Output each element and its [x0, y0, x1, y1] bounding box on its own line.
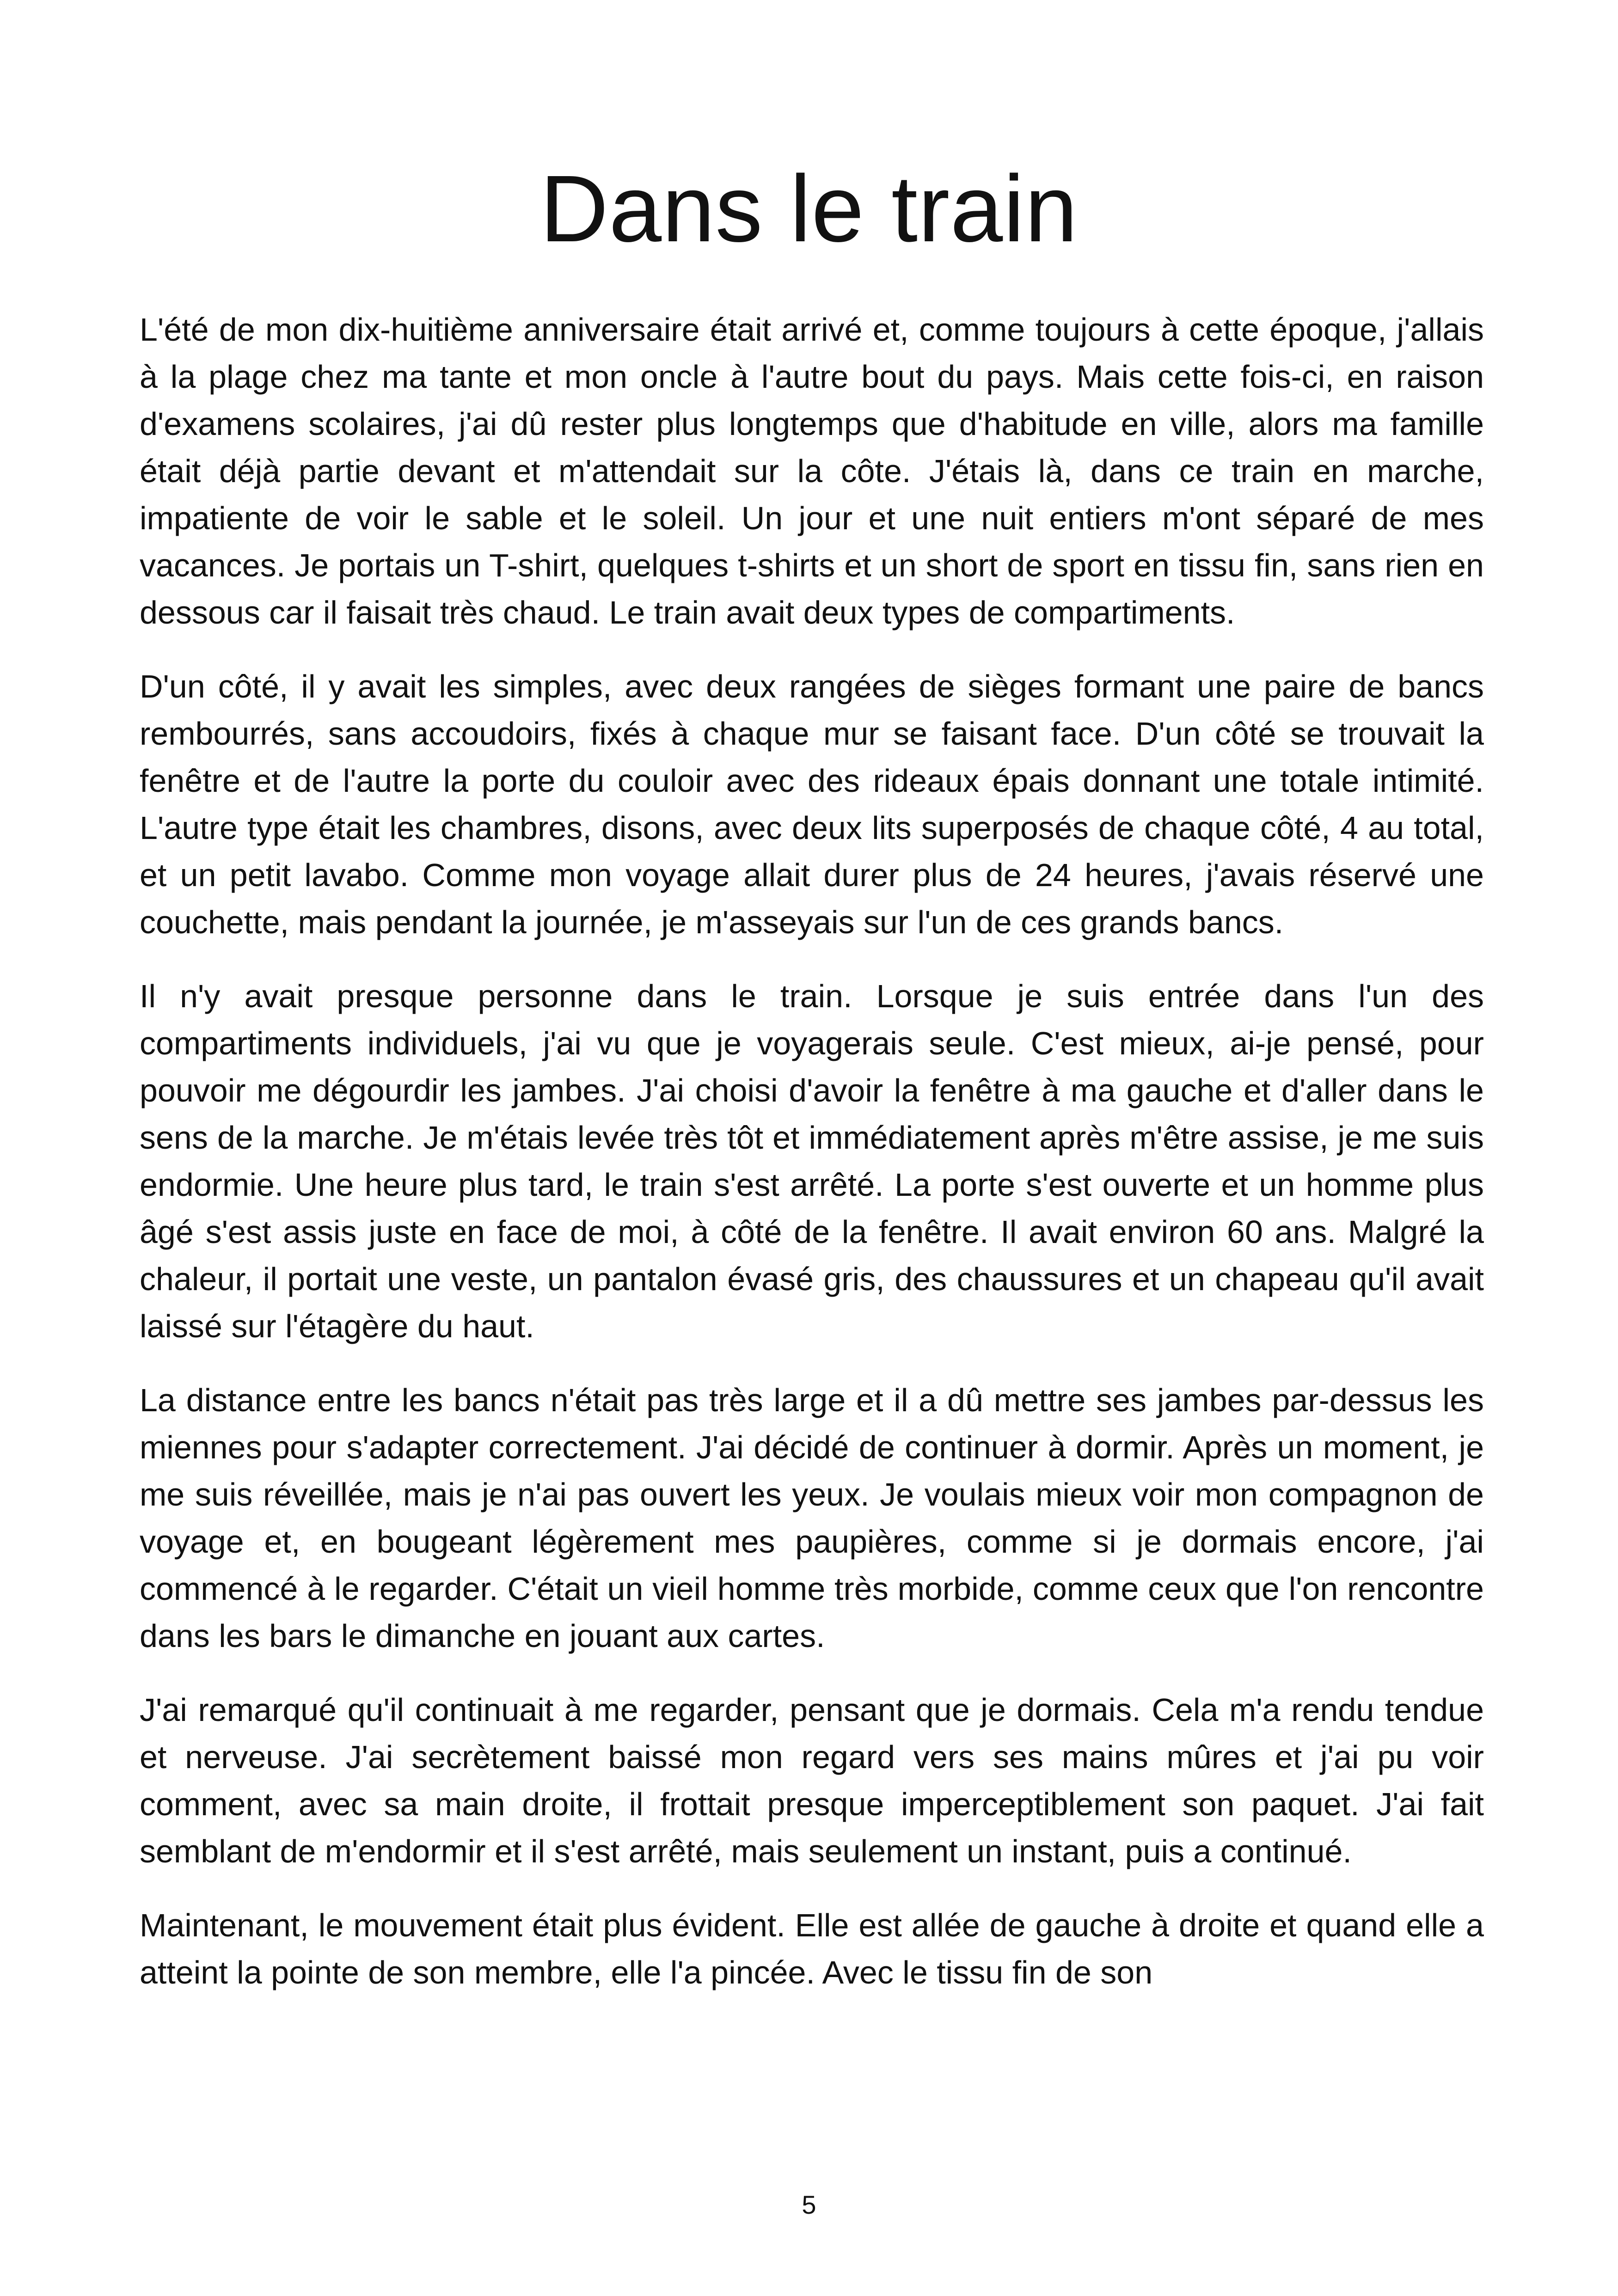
paragraph-2: D'un côté, il y avait les simples, avec deux rangées de sièges formant une paire de bancs rembourrés, sans accoudoirs, fixés à chaque mur se faisant face. D'un côté se trouvait la fenêtre et de l'autre la porte du couloir avec des rideaux épais donnant une totale intimité. L'autre type était les chambres, disons, avec deux lits superposés de chaque côté, 4 au total, et un petit lavabo. Comme mon voyage allait durer plus de 24 heures, j'avais réservé une couchette, mais pendant la journée, je m'asseyais sur l'un de ces grands bancs. — [140, 668, 1484, 940]
page-number: 5 — [802, 2190, 816, 2219]
paragraph-4: La distance entre les bancs n'était pas très large et il a dû mettre ses jambes par-dessus les miennes pour s'adapter correctement. J'ai décidé de continuer à dormir. Après un moment, je me suis réveillée, mais je n'ai pas ouvert les yeux. Je voulais mieux voir mon compagnon de voyage et, en bougeant légèrement mes paupières, comme si je dormais encore, j'ai commencé à le regarder. C'était un vieil homme très morbide, comme ceux que l'on rencontre dans les bars le dimanche en jouant aux cartes. — [140, 1382, 1484, 1654]
paragraph-1: L'été de mon dix-huitième anniversaire était arrivé et, comme toujours à cette époque, j'allais à la plage chez ma tante et mon oncle à l'autre bout du pays. Mais cette fois-ci, en raison d'examens scolaires, j'ai dû rester plus longtemps que d'habitude en ville, alors ma famille était déjà partie devant et m'attendait sur la côte. J'étais là, dans ce train en marche, impatiente de voir le sable et le soleil. Un jour et une nuit entiers m'ont séparé de mes vacances. Je portais un T-shirt, quelques t-shirts et un short de sport en tissu fin, sans rien en dessous car il faisait très chaud. Le train avait deux types de compartiments. — [140, 312, 1484, 631]
paragraph-5: J'ai remarqué qu'il continuait à me regarder, pensant que je dormais. Cela m'a rendu tendue et nerveuse. J'ai secrètement baissé mon regard vers ses mains mûres et j'ai pu voir comment, avec sa main droite, il frottait presque imperceptiblement son paquet. J'ai fait semblant de m'endormir et il s'est arrêté, mais seulement un instant, puis a continué. — [140, 1692, 1484, 1869]
body-text — [140, 306, 1484, 2023]
paragraph-6: Maintenant, le mouvement était plus évident. Elle est allée de gauche à droite et quand elle a atteint la pointe de son membre, elle l'a pincée. Avec le tissu fin de son — [140, 1907, 1484, 1990]
paragraph-3: Il n'y avait presque personne dans le train. Lorsque je suis entrée dans l'un des compartiments individuels, j'ai vu que je voyagerais seule. C'est mieux, ai-je pensé, pour pouvoir me dégourdir les jambes. J'ai choisi d'avoir la fenêtre à ma gauche et d'aller dans le sens de la marche. Je m'étais levée très tôt et immédiatement après m'être assise, je me suis endormie. Une heure plus tard, le train s'est arrêté. La porte s'est ouverte et un homme plus âgé s'est assis juste en face de moi, à côté de la fenêtre. Il avait environ 60 ans. Malgré la chaleur, il portait une veste, un pantalon évasé gris, des chaussures et un chapeau qu'il avait laissé sur l'étagère du haut. — [140, 978, 1484, 1344]
chapter-title: Dans le train — [540, 156, 1078, 262]
